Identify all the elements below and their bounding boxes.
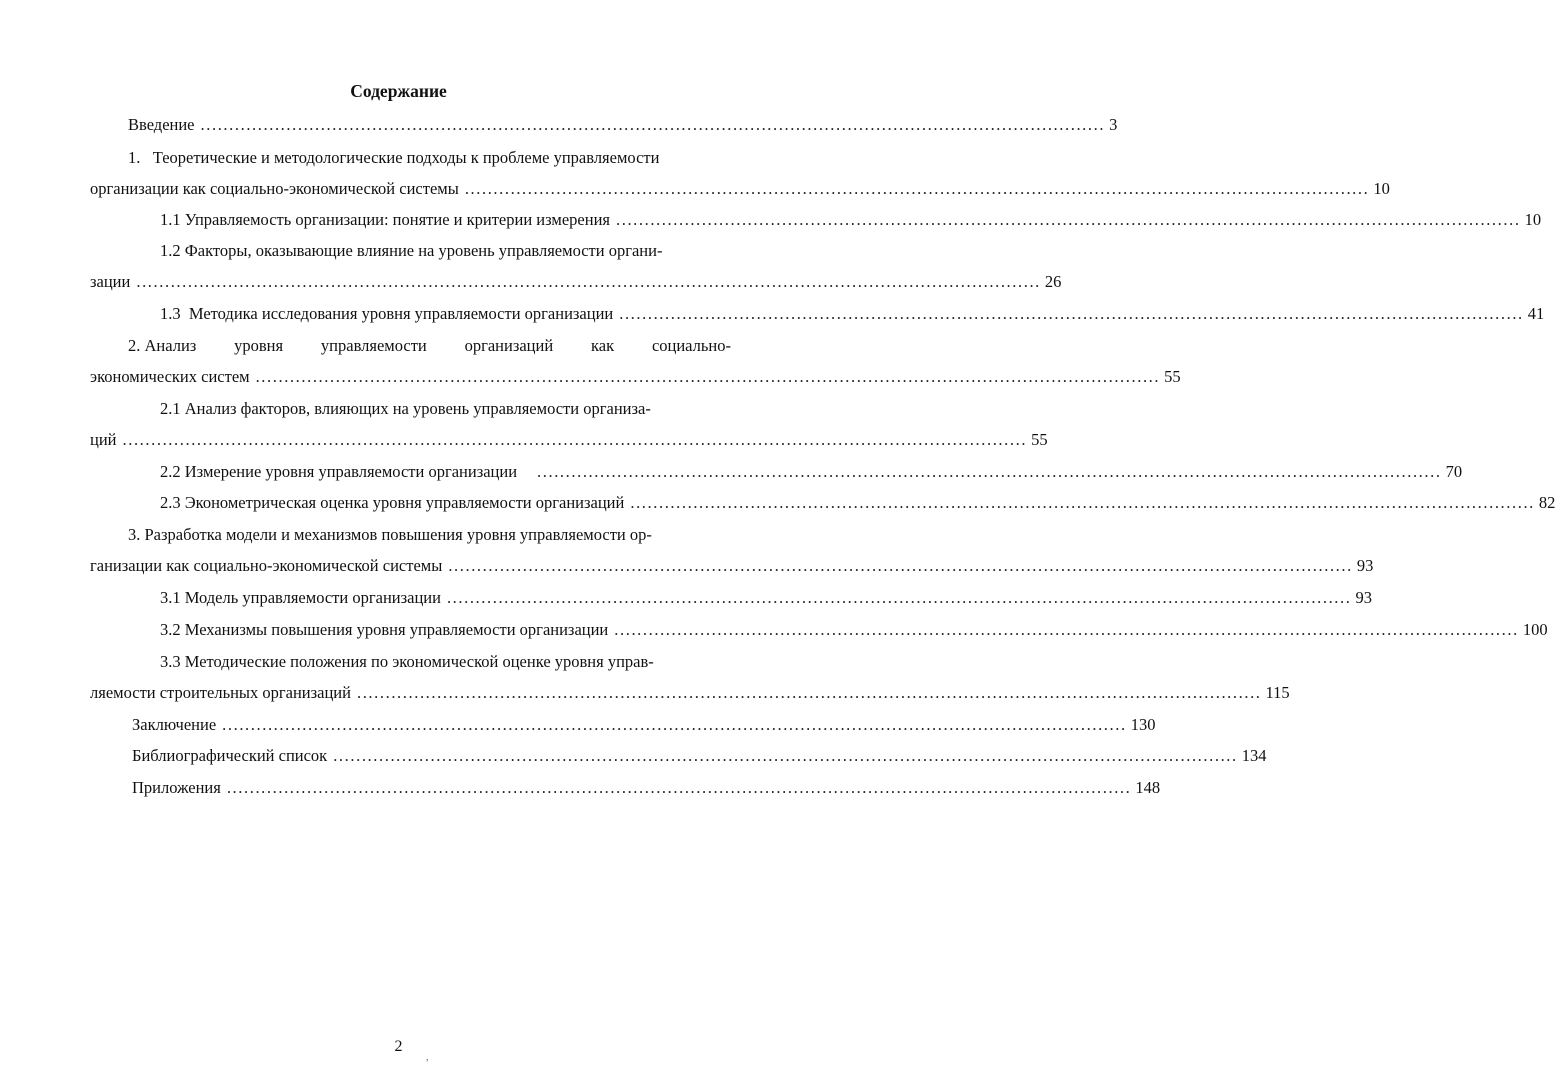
toc-leader-dots: ..............................................................................................................................................................: [333, 746, 1238, 765]
toc-entry-label: Заключение: [132, 715, 217, 734]
toc-leader-dots: ..............................................................................................................................................................: [464, 179, 1370, 198]
toc-entry-label: 1.3 Методика исследования уровня управляемости организации: [160, 304, 614, 323]
toc-entry-label: 2.3 Эконометрическая оценка уровня управляемости организаций: [160, 493, 625, 512]
toc-entry-label: 3. Разработка модели и механизмов повышения уровня управляемости ор-: [128, 525, 652, 544]
toc-entry-label: экономических систем: [90, 367, 250, 386]
toc-entry-label: Приложения: [132, 778, 221, 797]
toc-entry-3-1: [160, 587, 1372, 609]
toc-entry-label: ций: [90, 430, 117, 449]
scan-speck: ,: [426, 1052, 429, 1063]
toc-entry-label: 1. Теоретические и методологические подходы к проблеме управляемости: [128, 148, 660, 167]
toc-entry-ch2-line1: [128, 335, 731, 357]
toc-entry-label: 1.2 Факторы, оказывающие влияние на уровень управляемости органи-: [160, 241, 663, 260]
toc-entry-1-2-line2: [90, 271, 1062, 293]
toc-entry-3-3-line2: [90, 682, 1290, 704]
toc-page-number: 93: [1355, 588, 1372, 607]
toc-entry-label: 3.2 Механизмы повышения уровня управляемости организации: [160, 620, 609, 639]
toc-page-number: 55: [1164, 367, 1181, 386]
toc-page-number: 70: [1445, 462, 1463, 481]
toc-entry-1-3: [160, 303, 1545, 325]
toc-entry-label: 1.1 Управляемость организации: понятие и критерии измерения: [160, 210, 610, 229]
toc-page-number: 10: [1524, 210, 1542, 229]
toc-entry-bibliography: [132, 745, 1267, 767]
toc-page-number: 41: [1527, 304, 1545, 323]
toc-page-number: 82: [1538, 493, 1555, 512]
toc-leader-dots: ..............................................................................................................................................................: [630, 493, 1535, 512]
toc-leader-dots: ..............................................................................................................................................................: [619, 304, 1524, 323]
toc-leader-dots: ..............................................................................................................................................................: [226, 778, 1132, 797]
toc-page-number: 55: [1031, 430, 1048, 449]
toc-entry-3-2: [160, 619, 1548, 641]
toc-entry-1-1: [160, 209, 1542, 231]
toc-entry-ch3-line2: [90, 555, 1374, 577]
toc-entry-label: зации: [90, 272, 131, 291]
toc-page-number: 3: [1109, 115, 1118, 134]
toc-leader-dots: ..............................................................................................................................................................: [614, 620, 1519, 639]
toc-entry-label: Библиографический список: [132, 746, 328, 765]
toc-entry-ch3-line1: [128, 524, 731, 546]
toc-entry-label: 2.1 Анализ факторов, влияющих на уровень управляемости организа-: [160, 399, 651, 418]
toc-entry-word: социально-: [651, 336, 731, 355]
toc-entry-appendix: [132, 777, 1161, 799]
toc-entry-label: 3.3 Методические положения по экономической оценке уровня управ-: [160, 652, 654, 671]
toc-page-number: 100: [1522, 620, 1548, 639]
page-title: Содержание: [350, 81, 447, 101]
toc-page-number: 115: [1265, 683, 1290, 702]
toc-page-number: 93: [1356, 556, 1374, 575]
toc-entry-ch2-line2: [90, 366, 1181, 388]
toc-leader-dots: ..............................................................................................................................................................: [616, 210, 1521, 229]
toc-entry-word: 2. Анализ: [128, 336, 197, 355]
toc-entry-word: управляемости: [320, 336, 427, 355]
toc-page-number: 130: [1130, 715, 1156, 734]
toc-entry-2-1-line1: [160, 398, 731, 420]
toc-entry-label: 3.1 Модель управляемости организации: [160, 588, 441, 607]
toc-entry-3-3-line1: [160, 651, 731, 673]
toc-entry-label: организации как социально-экономической системы: [90, 179, 459, 198]
toc-entry-conclusion: [132, 714, 1156, 736]
toc-entry-label: 2.2 Измерение уровня управляемости организации: [160, 462, 518, 481]
toc-entry-ch1-line2: [90, 178, 1390, 200]
toc-leader-dots: ..............................................................................................................................................................: [200, 115, 1106, 134]
toc-leader-dots: ..............................................................................................................................................................: [448, 556, 1353, 575]
toc-leader-dots: ..............................................................................................................................................................: [537, 462, 1442, 481]
toc-page-number: 26: [1044, 272, 1062, 291]
toc-entry-label: ганизации как социально-экономической системы: [90, 556, 443, 575]
toc-entry-2-2: [160, 461, 1463, 483]
toc-entry-2-1-line2: [90, 429, 1048, 451]
toc-leader-dots: ..............................................................................................................................................................: [136, 272, 1041, 291]
toc-entry-ch1-line1: [128, 147, 731, 169]
toc-entry-word: как: [591, 336, 615, 355]
toc-entry-1-2-line1: [160, 240, 731, 262]
toc-entry-label: Введение: [128, 115, 195, 134]
toc-leader-dots: ..............................................................................................................................................................: [222, 715, 1127, 734]
toc-leader-dots: ..............................................................................................................................................................: [356, 683, 1262, 702]
toc-entry-label: ляемости строительных организаций: [90, 683, 351, 702]
toc-entry-word: уровня: [234, 336, 284, 355]
toc-entry-2-3: [160, 492, 1555, 514]
toc-leader-dots: ..............................................................................................................................................................: [255, 367, 1161, 386]
page-number: 2: [394, 1038, 403, 1055]
toc-entry-word: организаций: [464, 336, 554, 355]
toc-leader-dots: ..............................................................................................................................................................: [446, 588, 1352, 607]
toc-page-number: 10: [1373, 179, 1390, 198]
toc-page-number: 134: [1241, 746, 1267, 765]
toc-page-number: 148: [1135, 778, 1161, 797]
toc-entry-intro: [128, 114, 1118, 136]
toc-leader-dots: ..............................................................................................................................................................: [122, 430, 1028, 449]
